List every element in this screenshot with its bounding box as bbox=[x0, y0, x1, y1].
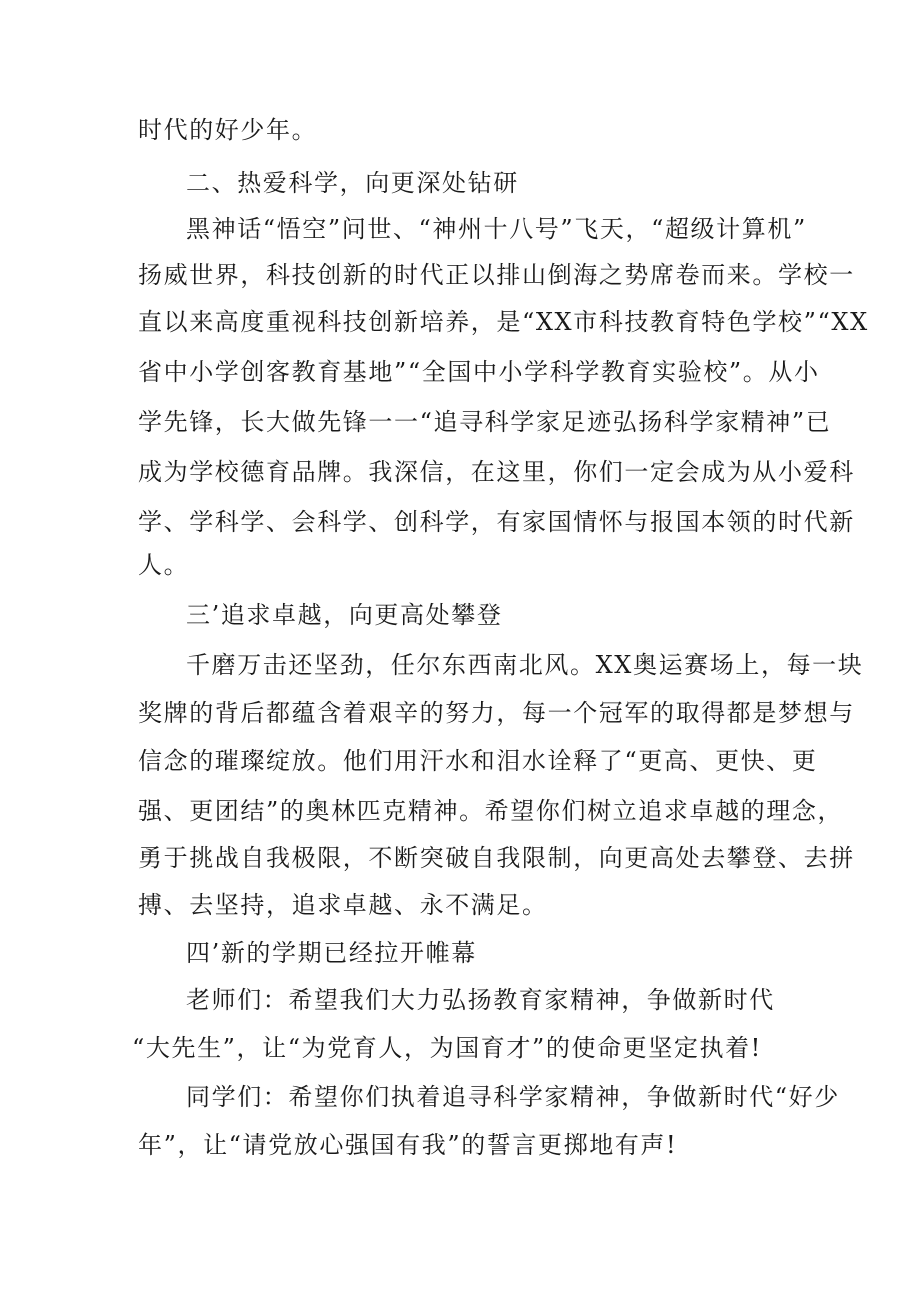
paragraph-line: 人。 bbox=[138, 551, 190, 579]
paragraph-line: 时代的好少年。 bbox=[138, 116, 318, 144]
paragraph-line: 扬威世界，科技创新的时代正以排山倒海之势席卷而来。学校一 bbox=[138, 261, 855, 289]
paragraph-line: 同学们：希望你们执着追寻科学家精神，争做新时代“好少 bbox=[186, 1083, 840, 1111]
paragraph-line: 年”，让“请党放心强国有我”的誓言更掷地有声! bbox=[138, 1131, 678, 1159]
section-heading-4: 四’新的学期已经拉开帷幕 bbox=[186, 939, 477, 967]
section-heading-2: 二、热爱科学，向更深处钻研 bbox=[186, 169, 519, 197]
paragraph-line: 搏、去坚持，追求卓越、永不满足。 bbox=[138, 891, 548, 919]
paragraph-line: 奖牌的背后都蕴含着艰辛的努力，每一个冠军的取得都是梦想与 bbox=[138, 699, 855, 727]
paragraph-line: 学先锋，长大做先锋一一“追寻科学家足迹弘扬科学家精神”已 bbox=[138, 408, 832, 436]
paragraph-line: 千磨万击还坚劲，任尔东西南北风。XX奥运赛场上，每一块 bbox=[186, 651, 864, 679]
paragraph-line: 成为学校德育品牌。我深信，在这里，你们一定会成为从小爱科 bbox=[138, 458, 855, 486]
paragraph-line: 信念的璀璨绽放。他们用汗水和泪水诠释了“更高、更快、更 bbox=[138, 747, 818, 775]
section-heading-3: 三’追求卓越，向更高处攀登 bbox=[186, 601, 503, 629]
paragraph-line: 直以来高度重视科技创新培养，是“XX市科技教育特色学校”“XX bbox=[138, 308, 869, 336]
paragraph-line: 勇于挑战自我极限，不断突破自我限制，向更高处去攀登、去拼 bbox=[138, 844, 855, 872]
paragraph-line: 学、学科学、会科学、创科学，有家国情怀与报国本领的时代新 bbox=[138, 508, 855, 536]
paragraph-line: 省中小学创客教育基地”“全国中小学科学教育实验校”。从小 bbox=[138, 358, 820, 386]
paragraph-line: 黑神话“悟空”问世、“神州十八号”飞天，“超级计算机” bbox=[186, 215, 807, 243]
paragraph-line: 强、更团结”的奥林匹克精神。希望你们树立追求卓越的理念， bbox=[138, 797, 844, 825]
paragraph-line: 老师们：希望我们大力弘扬教育家精神，争做新时代 bbox=[186, 986, 775, 1014]
paragraph-line: “大先生”，让“为党育人，为国育才”的使命更坚定执着! bbox=[132, 1034, 762, 1062]
